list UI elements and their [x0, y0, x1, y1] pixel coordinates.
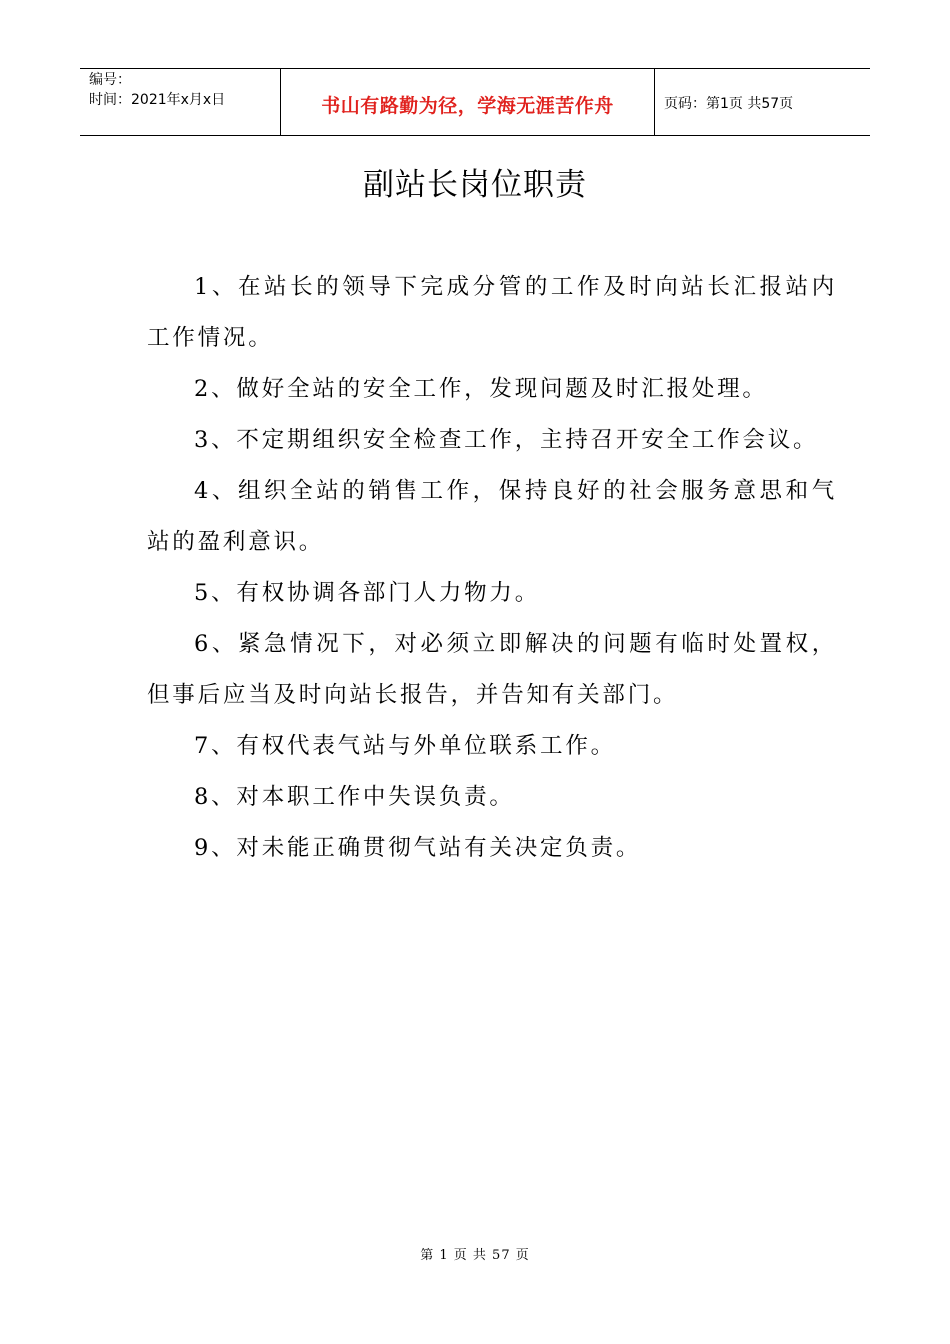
header-motto-cell [281, 69, 655, 135]
page-footer: 第 1 页 共 57 页 [420, 1248, 530, 1263]
duty-item-3: 3、不定期组织安全检查工作，主持召开安全工作会议。 [194, 427, 819, 453]
document-header [80, 68, 870, 136]
page-number-label: 页码：第1页 共57页 [664, 96, 794, 112]
date-label: 时间：2021年x月x日 [89, 92, 226, 108]
duty-item-2: 2、做好全站的安全工作，发现问题及时汇报处理。 [194, 376, 768, 402]
duty-item-4: 4、组织全站的销售工作，保持良好的社会服务意思和气站的盈利意识。 [147, 478, 837, 555]
header-page-cell [655, 69, 870, 135]
page-title: 副站长岗位职责 [363, 167, 587, 203]
duty-item-5: 5、有权协调各部门人力物力。 [194, 580, 541, 606]
duty-item-8: 8、对本职工作中失误负责。 [194, 784, 515, 810]
duty-item-7: 7、有权代表气站与外单位联系工作。 [194, 733, 616, 759]
motto-text: 书山有路勤为径，学海无涯苦作舟 [321, 94, 614, 117]
duty-item-6: 6、紧急情况下，对必须立即解决的问题有临时处置权，但事后应当及时向站长报告，并告知有关部门。 [147, 631, 837, 708]
header-meta-cell [80, 69, 281, 135]
document-body [147, 262, 837, 874]
duty-item-9: 9、对未能正确贯彻气站有关决定负责。 [194, 835, 642, 861]
duty-item-1: 1、在站长的领导下完成分管的工作及时向站长汇报站内工作情况。 [147, 274, 837, 351]
number-label: 编号： [89, 72, 131, 88]
